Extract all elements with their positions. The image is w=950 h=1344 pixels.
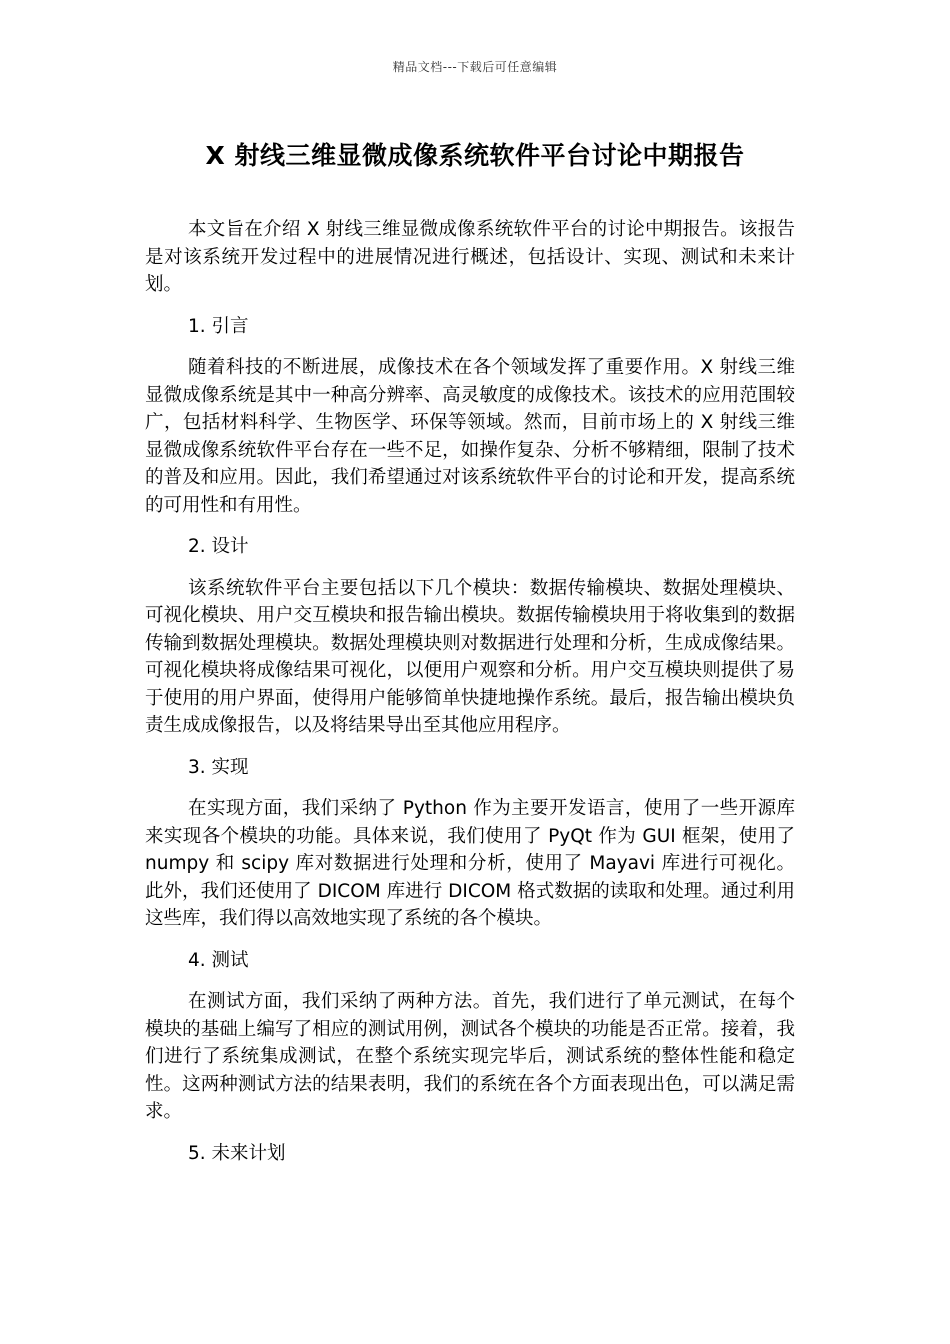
section-heading-future-plan: 5. 未来计划	[188, 1142, 286, 1164]
section-heading-implementation: 3. 实现	[188, 756, 249, 778]
design-paragraph: 该系统软件平台主要包括以下几个模块：数据传输模块、数据处理模块、可视化模块、用户交互模块和报告输出模块。数据传输模块用于将收集到的数据传输到数据处理模块。数据处理模块则对数据进行处理和分析，生成成像结果。可视化模块将成像结果可视化，以便用户观察和分析。用户交互模块则提供了易于使用的用户界面，使得用户能够简单快捷地操作系统。最后，报告输出模块负责生成成像报告，以及将结果导出至其他应用程序。	[145, 577, 795, 736]
introduction-paragraph: 随着科技的不断进展，成像技术在各个领域发挥了重要作用。X 射线三维显微成像系统是其中一种高分辨率、高灵敏度的成像技术。该技术的应用范围较广，包括材料科学、生物医学、环保等领域。然而，目前市场上的 X 射线三维显微成像系统软件平台存在一些不足，如操作复杂、分析不够精细，限制了技术的普及和应用。因此，我们希望通过对该系统软件平台的讨论和开发，提高系统的可用性和有用性。	[145, 357, 795, 516]
document-body	[145, 216, 795, 1181]
section-heading-testing: 4. 测试	[188, 949, 249, 971]
header-note: 精品文档---下载后可任意编辑	[392, 60, 558, 74]
document-title: X 射线三维显微成像系统软件平台讨论中期报告	[205, 141, 745, 170]
testing-paragraph: 在测试方面，我们采纳了两种方法。首先，我们进行了单元测试，在每个模块的基础上编写了相应的测试用例，测试各个模块的功能是否正常。接着，我们进行了系统集成测试，在整个系统实现完毕后，测试系统的整体性能和稳定性。这两种测试方法的结果表明，我们的系统在各个方面表现出色，可以满足需求。	[145, 991, 795, 1122]
implementation-paragraph: 在实现方面，我们采纳了 Python 作为主要开发语言，使用了一些开源库来实现各个模块的功能。具体来说，我们使用了 PyQt 作为 GUI 框架，使用了 numpy 和 scipy 库对数据进行处理和分析，使用了 Mayavi 库进行可视化。此外，我们还使用了 DICOM 库进行 DICOM 格式数据的读取和处理。通过利用这些库，我们得以高效地实现了系统的各个模块。	[145, 798, 795, 929]
section-heading-introduction: 1. 引言	[188, 315, 249, 337]
section-heading-design: 2. 设计	[188, 536, 249, 557]
intro-paragraph: 本文旨在介绍 X 射线三维显微成像系统软件平台的讨论中期报告。该报告是对该系统开发过程中的进展情况进行概述，包括设计、实现、测试和未来计划。	[145, 219, 795, 295]
